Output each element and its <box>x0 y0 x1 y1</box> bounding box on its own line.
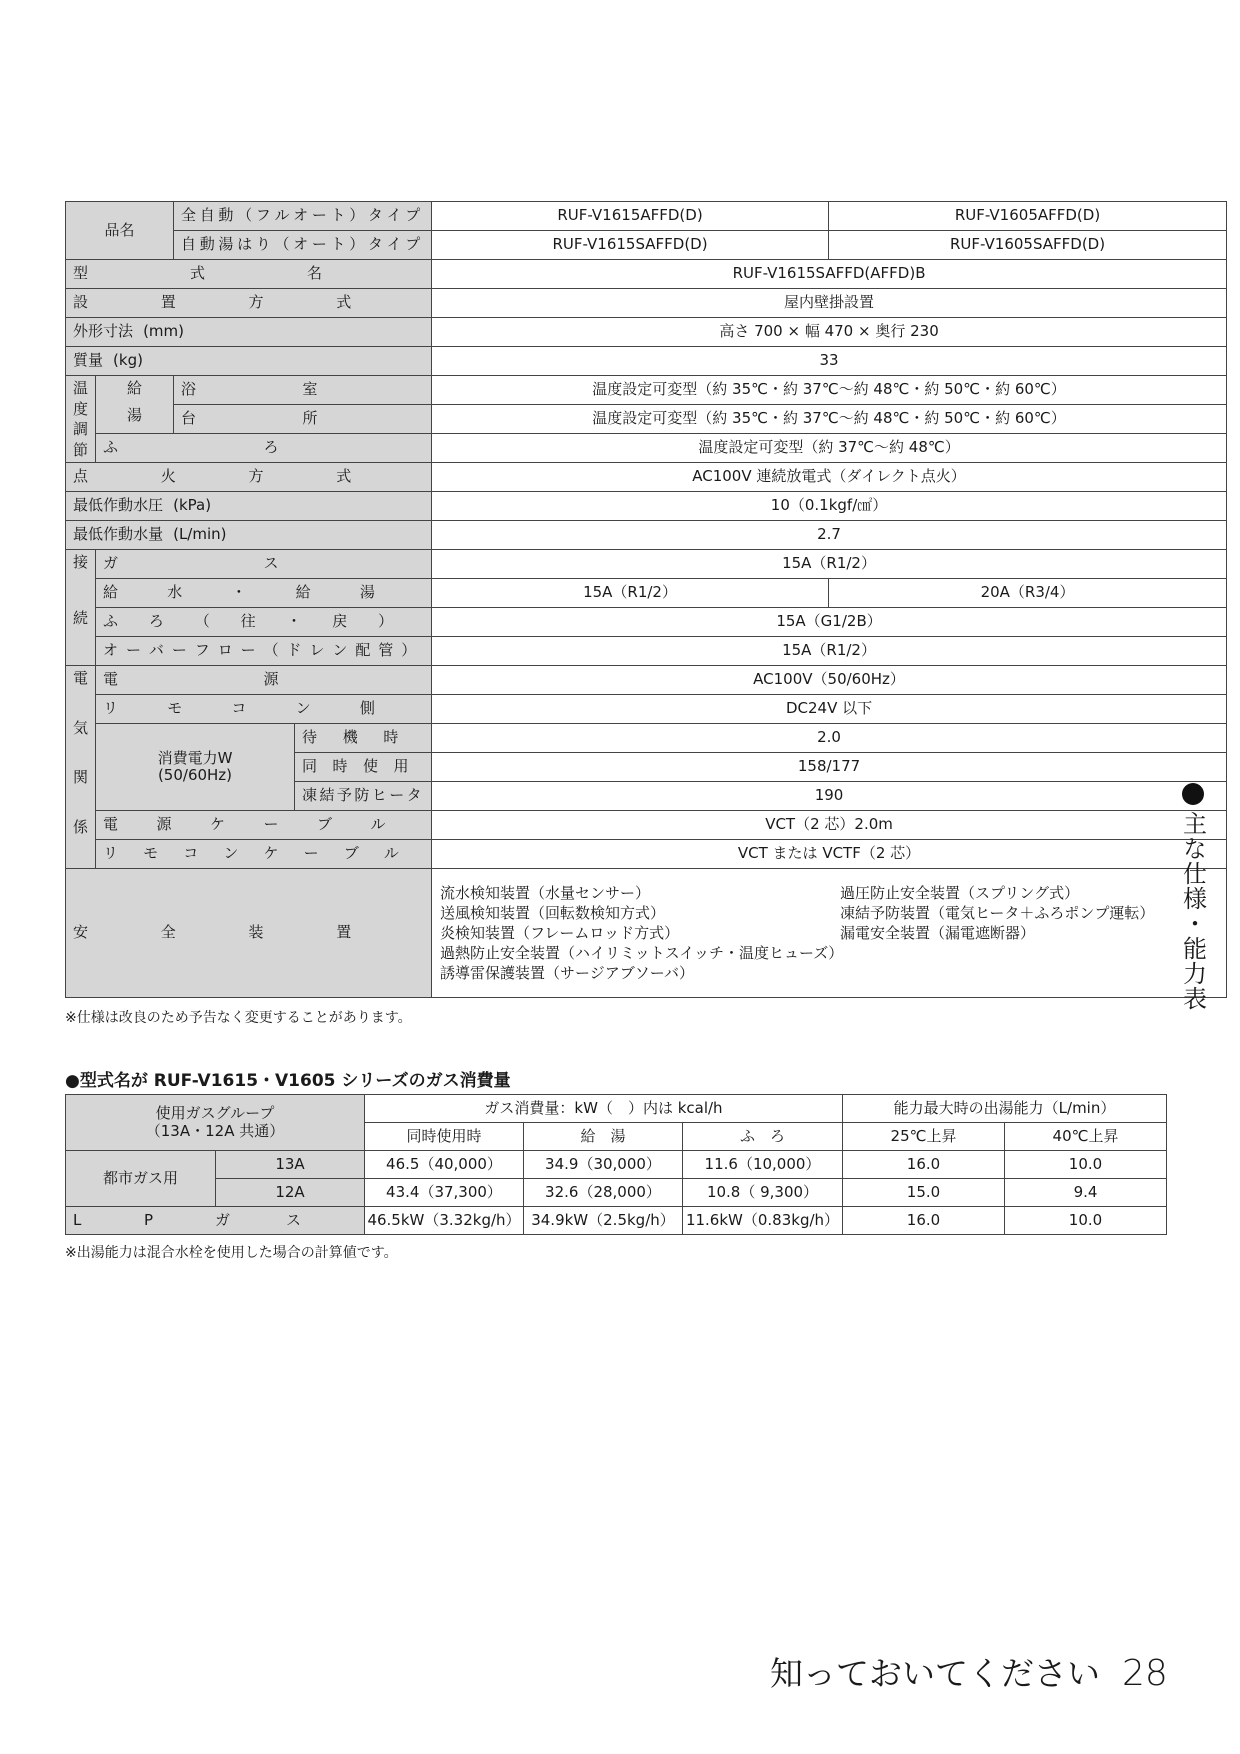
table-cell: 10.8（ 9,300） <box>683 1179 843 1207</box>
simultaneous-label: 同 時 使 用 <box>295 753 432 782</box>
model-value: RUF-V1615SAFFD(AFFD)B <box>432 260 1227 289</box>
gas-type-12a: 12A <box>216 1179 365 1207</box>
furo-label: ふ ろ <box>96 434 432 463</box>
safety-item: 流水検知装置（水量センサー） <box>440 884 651 902</box>
table-cell: 15.0 <box>843 1179 1005 1207</box>
safety-item: 炎検知装置（フレームロッド方式） <box>440 924 680 942</box>
power-value: AC100V（50/60Hz） <box>432 666 1227 695</box>
model-1615-auto: RUF-V1615SAFFD(D) <box>432 231 829 260</box>
standby-value: 2.0 <box>432 724 1227 753</box>
table-cell: 43.4（37,300） <box>365 1179 524 1207</box>
lp-gas-label: L P ガ ス <box>66 1207 365 1235</box>
side-tab <box>1173 783 1213 1011</box>
furo-conn-label: ふ ろ （ 往 ・ 戻 ） <box>96 608 432 637</box>
mass-value: 33 <box>432 347 1227 376</box>
table-cell: 16.0 <box>843 1207 1005 1235</box>
consumption-header: ガス消費量：kW（ ）内は kcal/h <box>365 1095 843 1123</box>
table-cell: 46.5（40,000） <box>365 1151 524 1179</box>
footer-section-title: 知っておいてください <box>770 1654 1100 1693</box>
model-1605-full: RUF-V1605AFFD(D) <box>829 202 1227 231</box>
gas-conn-label: ガ ス <box>96 550 432 579</box>
simultaneous-value: 158/177 <box>432 753 1227 782</box>
table-cell: 11.6kW（0.83kg/h） <box>683 1207 843 1235</box>
install-value: 屋内壁掛設置 <box>432 289 1227 318</box>
table-cell: 16.0 <box>843 1151 1005 1179</box>
connection-group-label: 接 続 <box>66 550 96 666</box>
temp-bath-value: 温度設定可変型（約 35℃・約 37℃〜約 48℃・約 50℃・約 60℃） <box>432 376 1227 405</box>
col-kyuyu: 給 湯 <box>524 1123 683 1151</box>
bath-room-label: 浴 室 <box>174 376 432 405</box>
safety-item: 過熱防止安全装置（ハイリミットスイッチ・温度ヒューズ） <box>440 944 844 962</box>
min-pressure-value: 10（0.1kgf/㎠） <box>432 492 1227 521</box>
safety-item: 漏電安全装置（漏電遮断器） <box>840 924 1036 942</box>
col-furo: ふ ろ <box>683 1123 843 1151</box>
dims-label: 外 形 寸 法 (mm) <box>66 318 432 347</box>
min-flow-label: 最 低 作 動 水 量 (L/min) <box>66 521 432 550</box>
power-cable-value: VCT（2 芯）2.0m <box>432 811 1227 840</box>
full-auto-type-label: 全 自 動 （ フ ル オ ー ト ） タ イ プ <box>174 202 432 231</box>
temp-kitchen-value: 温度設定可変型（約 35℃・約 37℃〜約 48℃・約 50℃・約 60℃） <box>432 405 1227 434</box>
table-cell: 32.6（28,000） <box>524 1179 683 1207</box>
ignition-label: 点 火 方 式 <box>66 463 432 492</box>
table-cell: 11.6（10,000） <box>683 1151 843 1179</box>
side-tab-label: 主な仕様・能力表 <box>1178 811 1207 1011</box>
safety-item: 凍結予防装置（電気ヒータ＋ふろポンプ運転） <box>840 904 1155 922</box>
model-1615-full: RUF-V1615AFFD(D) <box>432 202 829 231</box>
model-label: 型 式 名 <box>66 260 432 289</box>
install-label: 設 置 方 式 <box>66 289 432 318</box>
safety-item: 送風検知装置（回転数検知方式） <box>440 904 666 922</box>
remote-cable-value: VCT または VCTF（2 芯） <box>432 840 1227 869</box>
overflow-value: 15A（R1/2） <box>432 637 1227 666</box>
remote-cable-label: リ モ コ ン ケ ー ブ ル <box>96 840 432 869</box>
table-cell: 34.9（30,000） <box>524 1151 683 1179</box>
auto-type-label: 自 動 湯 は り （ オ ー ト ） タ イ プ <box>174 231 432 260</box>
power-cable-label: 電 源 ケ ー ブ ル <box>96 811 432 840</box>
min-flow-value: 2.7 <box>432 521 1227 550</box>
temp-group-label: 温 度 調 節 <box>66 376 96 463</box>
col-25c: 25℃上昇 <box>843 1123 1005 1151</box>
kitchen-label: 台 所 <box>174 405 432 434</box>
table-cell: 34.9kW（2.5kg/h） <box>524 1207 683 1235</box>
spec-note: ※仕様は改良のため予告なく変更することがあります。 <box>65 1010 412 1026</box>
col-simultaneous: 同時使用時 <box>365 1123 524 1151</box>
safety-item: 過圧防止安全装置（スプリング式） <box>840 884 1080 902</box>
table-cell: 10.0 <box>1005 1207 1167 1235</box>
remote-side-value: DC24V 以下 <box>432 695 1227 724</box>
water-conn-label: 給 水 ・ 給 湯 <box>96 579 432 608</box>
page-number: 28 <box>1122 1653 1168 1694</box>
mass-label: 質 量 (kg) <box>66 347 432 376</box>
electric-group-label: 電 気 関 係 <box>66 666 96 869</box>
product-name-label: 品名 <box>66 202 174 260</box>
furo-conn-value: 15A（G1/2B） <box>432 608 1227 637</box>
power-label: 電 源 <box>96 666 432 695</box>
gas-note: ※出湯能力は混合水栓を使用した場合の計算値です。 <box>65 1245 398 1261</box>
capacity-header: 能力最大時の出湯能力（L/min） <box>843 1095 1167 1123</box>
consumption-label: 消費電力W (50/60Hz) <box>96 724 295 811</box>
page-footer <box>770 1648 1168 1695</box>
gas-table <box>65 1094 1167 1235</box>
table-cell: 10.0 <box>1005 1151 1167 1179</box>
min-pressure-label: 最 低 作 動 水 圧 (kPa) <box>66 492 432 521</box>
table-cell: 9.4 <box>1005 1179 1167 1207</box>
overflow-label: オ ー バ ー フ ロ ー （ ド レ ン 配 管 ） <box>96 637 432 666</box>
safety-label: 安 全 装 置 <box>66 869 432 998</box>
safety-list <box>432 869 1227 998</box>
col-40c: 40℃上昇 <box>1005 1123 1167 1151</box>
remote-side-label: リ モ コ ン 側 <box>96 695 432 724</box>
ignition-value: AC100V 連続放電式（ダイレクト点火） <box>432 463 1227 492</box>
kyuyu-label: 給 湯 <box>96 376 174 434</box>
safety-item: 誘導雷保護装置（サージアブソーバ） <box>440 964 694 982</box>
freeze-value: 190 <box>432 782 1227 811</box>
standby-label: 待 機 時 <box>295 724 432 753</box>
temp-furo-value: 温度設定可変型（約 37℃〜約 48℃） <box>432 434 1227 463</box>
model-1605-auto: RUF-V1605SAFFD(D) <box>829 231 1227 260</box>
spec-table <box>65 201 1227 998</box>
city-gas-label: 都市ガス用 <box>66 1151 216 1207</box>
water-conn-value-1605: 20A（R3/4） <box>829 579 1227 608</box>
table-cell: 46.5kW（3.32kg/h） <box>365 1207 524 1235</box>
water-conn-value-1615: 15A（R1/2） <box>432 579 829 608</box>
gas-type-13a: 13A <box>216 1151 365 1179</box>
gas-table-title: ●型式名が RUF-V1615・V1605 シリーズのガス消費量 <box>65 1071 511 1091</box>
freeze-label: 凍 結 予 防 ヒ ー タ <box>295 782 432 811</box>
bullet-icon <box>1182 783 1204 805</box>
gas-group-label: 使用ガスグループ （13A・12A 共通） <box>66 1095 365 1151</box>
gas-conn-value: 15A（R1/2） <box>432 550 1227 579</box>
dims-value: 高さ 700 × 幅 470 × 奥行 230 <box>432 318 1227 347</box>
